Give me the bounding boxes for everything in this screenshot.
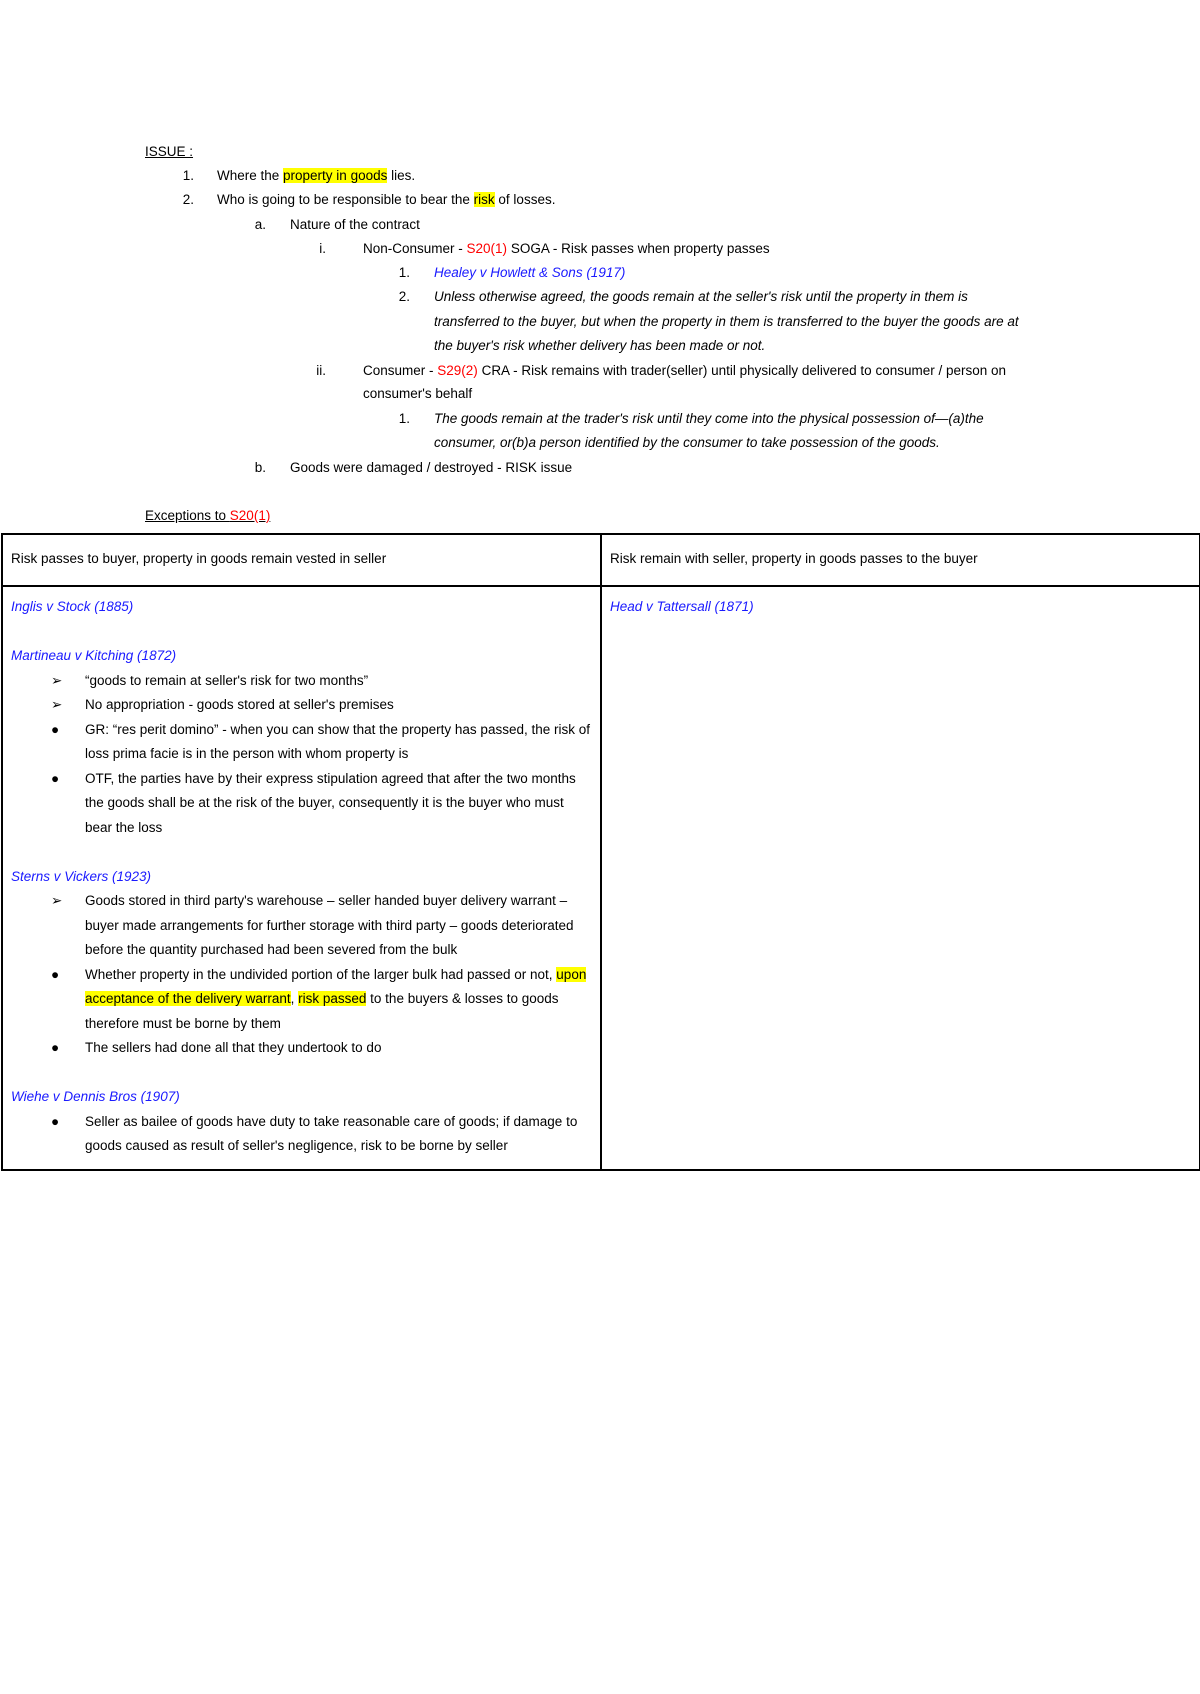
section-s20-1: S20(1) <box>466 241 508 256</box>
arrow-bullet-icon: ➢ <box>51 697 63 712</box>
item-ii-label: ii. <box>316 363 326 378</box>
case-inglis-v-stock: Inglis v Stock (1885) <box>11 599 134 614</box>
list-item: ➢ Goods stored in third party's warehouse – seller handed buyer delivery warrant – buyer made arrangements for further storage with third party – goods deteriorated before the quantity purchased had been severed from the bulk <box>11 889 592 963</box>
section-s20-1-ref: S20(1) <box>229 508 271 523</box>
list-item: ● The sellers had done all that they undertook to do <box>11 1036 592 1061</box>
item-a-text: Nature of the contract <box>290 217 420 232</box>
exceptions-table <box>1 533 1200 1171</box>
non-consumer-text: Non-Consumer - S20(1) SOGA - Risk passes when property passes <box>363 241 770 256</box>
dot-bullet-icon: ● <box>51 721 60 737</box>
list-item: ➢ “goods to remain at seller's risk for two months” <box>11 669 592 694</box>
section-s29-2: S29(2) <box>437 363 478 378</box>
soga-quote-line-1: Unless otherwise agreed, the goods remain at the seller's risk until the property in them is <box>434 289 968 304</box>
issue-2-number: 2. <box>182 192 194 207</box>
case-wiehe-v-dennis-bros: Wiehe v Dennis Bros (1907) <box>11 1089 180 1104</box>
dot-bullet-icon: ● <box>51 1113 60 1129</box>
issue-heading: ISSUE : <box>145 144 194 159</box>
list-item: ● GR: “res perit domino” - when you can show that the property has passed, the risk of loss prima facie is in the person with whom property is <box>11 718 592 767</box>
dot-bullet-icon: ● <box>51 1040 60 1055</box>
soga-quote-line-2: transferred to the buyer, but when the property in them is transferred to the buyer the goods are at <box>434 314 1019 329</box>
list-item: ➢ No appropriation - goods stored at seller's premises <box>11 693 592 718</box>
item-b-label: b. <box>254 460 266 475</box>
consumer-item-1-number: 1. <box>398 411 410 426</box>
highlight-delivery-warrant: upon acceptance of the delivery warrant <box>85 966 587 1006</box>
arrow-bullet-icon: ➢ <box>51 893 63 908</box>
table-body-row <box>2 586 1200 1170</box>
case-martineau-v-kitching: Martineau v Kitching (1872) <box>11 648 177 663</box>
table-header-row <box>2 534 1200 586</box>
col1-header: Risk passes to buyer, property in goods remain vested in seller <box>2 534 601 586</box>
item-i-label: i. <box>319 241 326 256</box>
consumer-text: Consumer - S29(2) CRA - Risk remains with trader(seller) until physically delivered to consumer / person on <box>363 363 1007 378</box>
highlight-property-in-goods: property in goods <box>283 168 388 183</box>
soga-quote-line-3: the buyer's risk whether delivery has been made or not. <box>434 338 766 353</box>
highlight-risk: risk <box>473 192 495 207</box>
consumer-text-line-2: consumer's behalf <box>363 386 473 401</box>
issue-1-number: 1. <box>182 168 194 183</box>
exceptions-heading: Exceptions to S20(1) <box>145 508 271 523</box>
list-item: ● OTF, the parties have by their express stipulation agreed that after the two months the goods shall be at the risk of the buyer, consequently it is the buyer who must bear the loss <box>11 767 592 841</box>
arrow-bullet-icon: ➢ <box>51 672 63 688</box>
dot-bullet-icon: ● <box>51 966 60 982</box>
case-sterns-v-vickers: Sterns v Vickers (1923) <box>11 868 152 884</box>
non-consumer-item-2-number: 2. <box>398 289 410 304</box>
col1-cell <box>2 586 601 1170</box>
item-a-label: a. <box>254 217 266 232</box>
cra-quote-line-1: The goods remain at the trader's risk until they come into the physical possession of—(a)the <box>434 411 984 426</box>
issue-2-text: Who is going to be responsible to bear the risk of losses. <box>217 192 556 207</box>
dot-bullet-icon: ● <box>51 770 60 786</box>
case-head-v-tattersall: Head v Tattersall (1871) <box>610 599 754 614</box>
issue-1-text: Where the property in goods lies. <box>217 168 416 183</box>
cra-quote-line-2: consumer, or(b)a person identified by the consumer to take possession of the goods. <box>434 435 940 450</box>
list-item: ● Whether property in the undivided portion of the larger bulk had passed or not, upon acceptance of the delivery warrant, risk passed to the buyers & losses to goods therefore must be borne by them <box>11 963 592 1037</box>
item-b-text: Goods were damaged / destroyed - RISK issue <box>290 460 573 475</box>
highlight-risk-passed: risk passed <box>298 991 367 1006</box>
case-healey-v-howlett: Healey v Howlett & Sons (1917) <box>434 265 626 280</box>
list-item: ● Seller as bailee of goods have duty to take reasonable care of goods; if damage to goods caused as result of seller's negligence, risk to be borne by seller <box>11 1110 592 1159</box>
non-consumer-item-1-number: 1. <box>398 265 410 280</box>
col2-header: Risk remain with seller, property in goods passes to the buyer <box>601 534 1200 586</box>
col2-cell <box>601 586 1200 1170</box>
